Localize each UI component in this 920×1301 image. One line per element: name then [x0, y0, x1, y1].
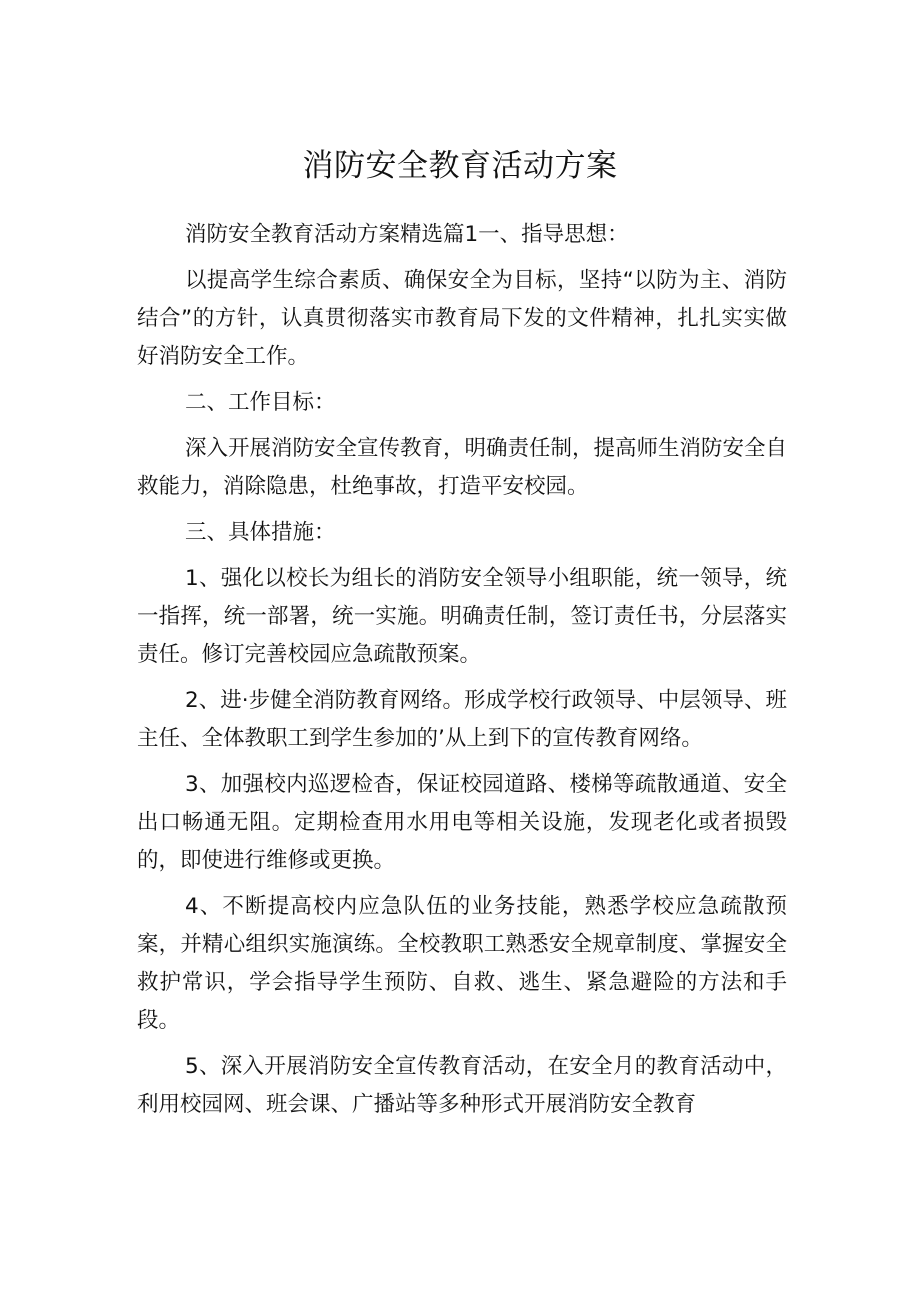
- guiding-thought-paragraph: 以提高学生综合素质、确保安全为目标，坚持“以防为主、消防结合”的方针，认真贯彻落实市教育局下发的文件精神，扎扎实实做好消防安全工作。: [137, 268, 787, 369]
- document-title: 消防安全教育活动方案: [302, 147, 618, 184]
- document-body: [137, 216, 787, 1132]
- measure-item: 4、不断提高校内应急队伍的业务技能，熟悉学校应急疏散预案，并精心组织实施演练。全校教职工熟悉安全规章制度、掌握安全救护常识，学会指导学生预防、自救、逃生、紧急避险的方法和手段。: [137, 894, 787, 1033]
- intro-paragraph: 消防安全教育活动方案精选篇1一、指导思想：: [185, 222, 629, 247]
- work-goal-paragraph: 深入开展消防安全宣传教育，明确责任制，提高师生消防安全自救能力，消除隐患，杜绝事故，打造平安校园。: [137, 436, 788, 499]
- measures-heading: 三、具体措施：: [185, 520, 336, 545]
- measure-item: 2、进·步健全消防教育网络。形成学校行政领导、中层领导、班主任、全体教职工到学生参加的’从上到下的宣传教育网络。: [137, 688, 787, 751]
- measure-item: 3、加强校内巡逻检杳，保证校园道路、楼梯等疏散通道、安全出口畅通无阻。定期检查用水用电等相关设施，发现老化或者损毁的，即使进行维修或更换。: [137, 772, 787, 873]
- work-goal-heading: 二、工作目标：: [185, 390, 336, 415]
- measure-item: 1、强化以校长为组长的消防安全领导小组职能，统一领导，统一指挥，统一部署，统一实施。明确责任制，签订责任书，分层落实责任。修订完善校园应急疏散预案。: [137, 566, 787, 667]
- measure-item: 5、深入开展消防安全宣传教育活动，在安全月的教育活动中，利用校园网、班会课、广播站等多种形式开展消防安全教育: [137, 1054, 787, 1117]
